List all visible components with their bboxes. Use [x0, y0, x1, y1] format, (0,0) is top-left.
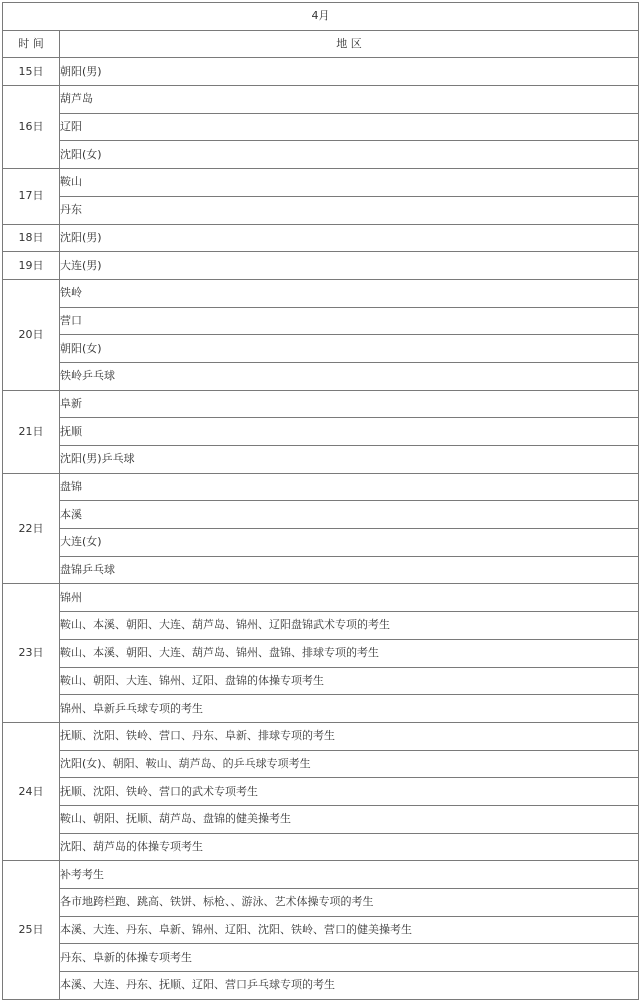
- area-cell: 鞍山、朝阳、大连、锦州、辽阳、盘锦的体操专项考生: [60, 667, 639, 695]
- area-cell: 本溪、大连、丹东、抚顺、辽阳、营口乒乓球专项的考生: [60, 972, 639, 1000]
- date-cell: 21日: [3, 390, 60, 473]
- date-cell: 19日: [3, 252, 60, 280]
- month-title: 4月: [3, 3, 639, 31]
- date-cell: 17日: [3, 169, 60, 224]
- table-row: [3, 362, 639, 390]
- date-cell: 18日: [3, 224, 60, 252]
- table-row: [3, 916, 639, 944]
- table-row: [3, 473, 639, 501]
- area-cell: 抚顺、沈阳、铁岭、营口的武术专项考生: [60, 778, 639, 806]
- table-row: [3, 252, 639, 280]
- time-header: 时 间: [3, 30, 60, 58]
- table-row: [3, 390, 639, 418]
- area-cell: 锦州: [60, 584, 639, 612]
- area-cell: 盘锦乒乓球: [60, 556, 639, 584]
- area-cell: 各市地跨栏跑、跳高、铁饼、标枪、、游泳、艺术体操专项的考生: [60, 889, 639, 917]
- schedule-body: [3, 3, 639, 1000]
- area-cell: 大连(女): [60, 529, 639, 557]
- area-cell: 盘锦: [60, 473, 639, 501]
- table-row: [3, 778, 639, 806]
- table-row: [3, 612, 639, 640]
- table-row: [3, 861, 639, 889]
- table-row: [3, 307, 639, 335]
- table-row: [3, 722, 639, 750]
- table-row: [3, 667, 639, 695]
- area-cell: 补考考生: [60, 861, 639, 889]
- table-row: [3, 972, 639, 1000]
- table-row: [3, 556, 639, 584]
- date-cell: 20日: [3, 279, 60, 390]
- table-row: [3, 889, 639, 917]
- region-header: 地 区: [60, 30, 639, 58]
- table-row: [3, 196, 639, 224]
- area-cell: 营口: [60, 307, 639, 335]
- exam-schedule-table: [2, 2, 639, 1000]
- table-row: [3, 750, 639, 778]
- date-cell: 16日: [3, 86, 60, 169]
- date-cell: 22日: [3, 473, 60, 584]
- area-cell: 沈阳、葫芦岛的体操专项考生: [60, 833, 639, 861]
- area-cell: 沈阳(男)乒乓球: [60, 446, 639, 474]
- area-cell: 鞍山、本溪、朝阳、大连、葫芦岛、锦州、盘锦、排球专项的考生: [60, 639, 639, 667]
- area-cell: 丹东、阜新的体操专项考生: [60, 944, 639, 972]
- area-cell: 本溪、大连、丹东、阜新、锦州、辽阳、沈阳、铁岭、营口的健美操考生: [60, 916, 639, 944]
- area-cell: 沈阳(女)、朝阳、鞍山、葫芦岛、的乒乓球专项考生: [60, 750, 639, 778]
- area-cell: 沈阳(男): [60, 224, 639, 252]
- area-cell: 抚顺、沈阳、铁岭、营口、丹东、阜新、排球专项的考生: [60, 722, 639, 750]
- date-cell: 23日: [3, 584, 60, 722]
- table-row: [3, 584, 639, 612]
- date-cell: 15日: [3, 58, 60, 86]
- area-cell: 阜新: [60, 390, 639, 418]
- area-cell: 鞍山: [60, 169, 639, 197]
- area-cell: 铁岭: [60, 279, 639, 307]
- date-cell: 24日: [3, 722, 60, 860]
- area-cell: 大连(男): [60, 252, 639, 280]
- table-row: [3, 529, 639, 557]
- area-cell: 朝阳(男): [60, 58, 639, 86]
- table-row: [3, 501, 639, 529]
- table-row: [3, 335, 639, 363]
- date-cell: 25日: [3, 861, 60, 999]
- area-cell: 鞍山、本溪、朝阳、大连、葫芦岛、锦州、辽阳盘锦武术专项的考生: [60, 612, 639, 640]
- area-cell: 抚顺: [60, 418, 639, 446]
- table-row: [3, 833, 639, 861]
- table-row: [3, 418, 639, 446]
- area-cell: 锦州、阜新乒乓球专项的考生: [60, 695, 639, 723]
- area-cell: 葫芦岛: [60, 86, 639, 114]
- table-row: [3, 944, 639, 972]
- area-cell: 鞍山、朝阳、抚顺、葫芦岛、盘锦的健美操考生: [60, 805, 639, 833]
- table-row: [3, 169, 639, 197]
- table-row: [3, 639, 639, 667]
- table-row: [3, 86, 639, 114]
- table-row: [3, 141, 639, 169]
- month-row: [3, 3, 639, 31]
- table-row: [3, 224, 639, 252]
- table-row: [3, 279, 639, 307]
- table-row: [3, 695, 639, 723]
- table-row: [3, 805, 639, 833]
- area-cell: 辽阳: [60, 113, 639, 141]
- header-row: [3, 30, 639, 58]
- table-row: [3, 446, 639, 474]
- area-cell: 本溪: [60, 501, 639, 529]
- table-row: [3, 113, 639, 141]
- area-cell: 朝阳(女): [60, 335, 639, 363]
- area-cell: 沈阳(女): [60, 141, 639, 169]
- area-cell: 铁岭乒乓球: [60, 362, 639, 390]
- table-row: [3, 58, 639, 86]
- area-cell: 丹东: [60, 196, 639, 224]
